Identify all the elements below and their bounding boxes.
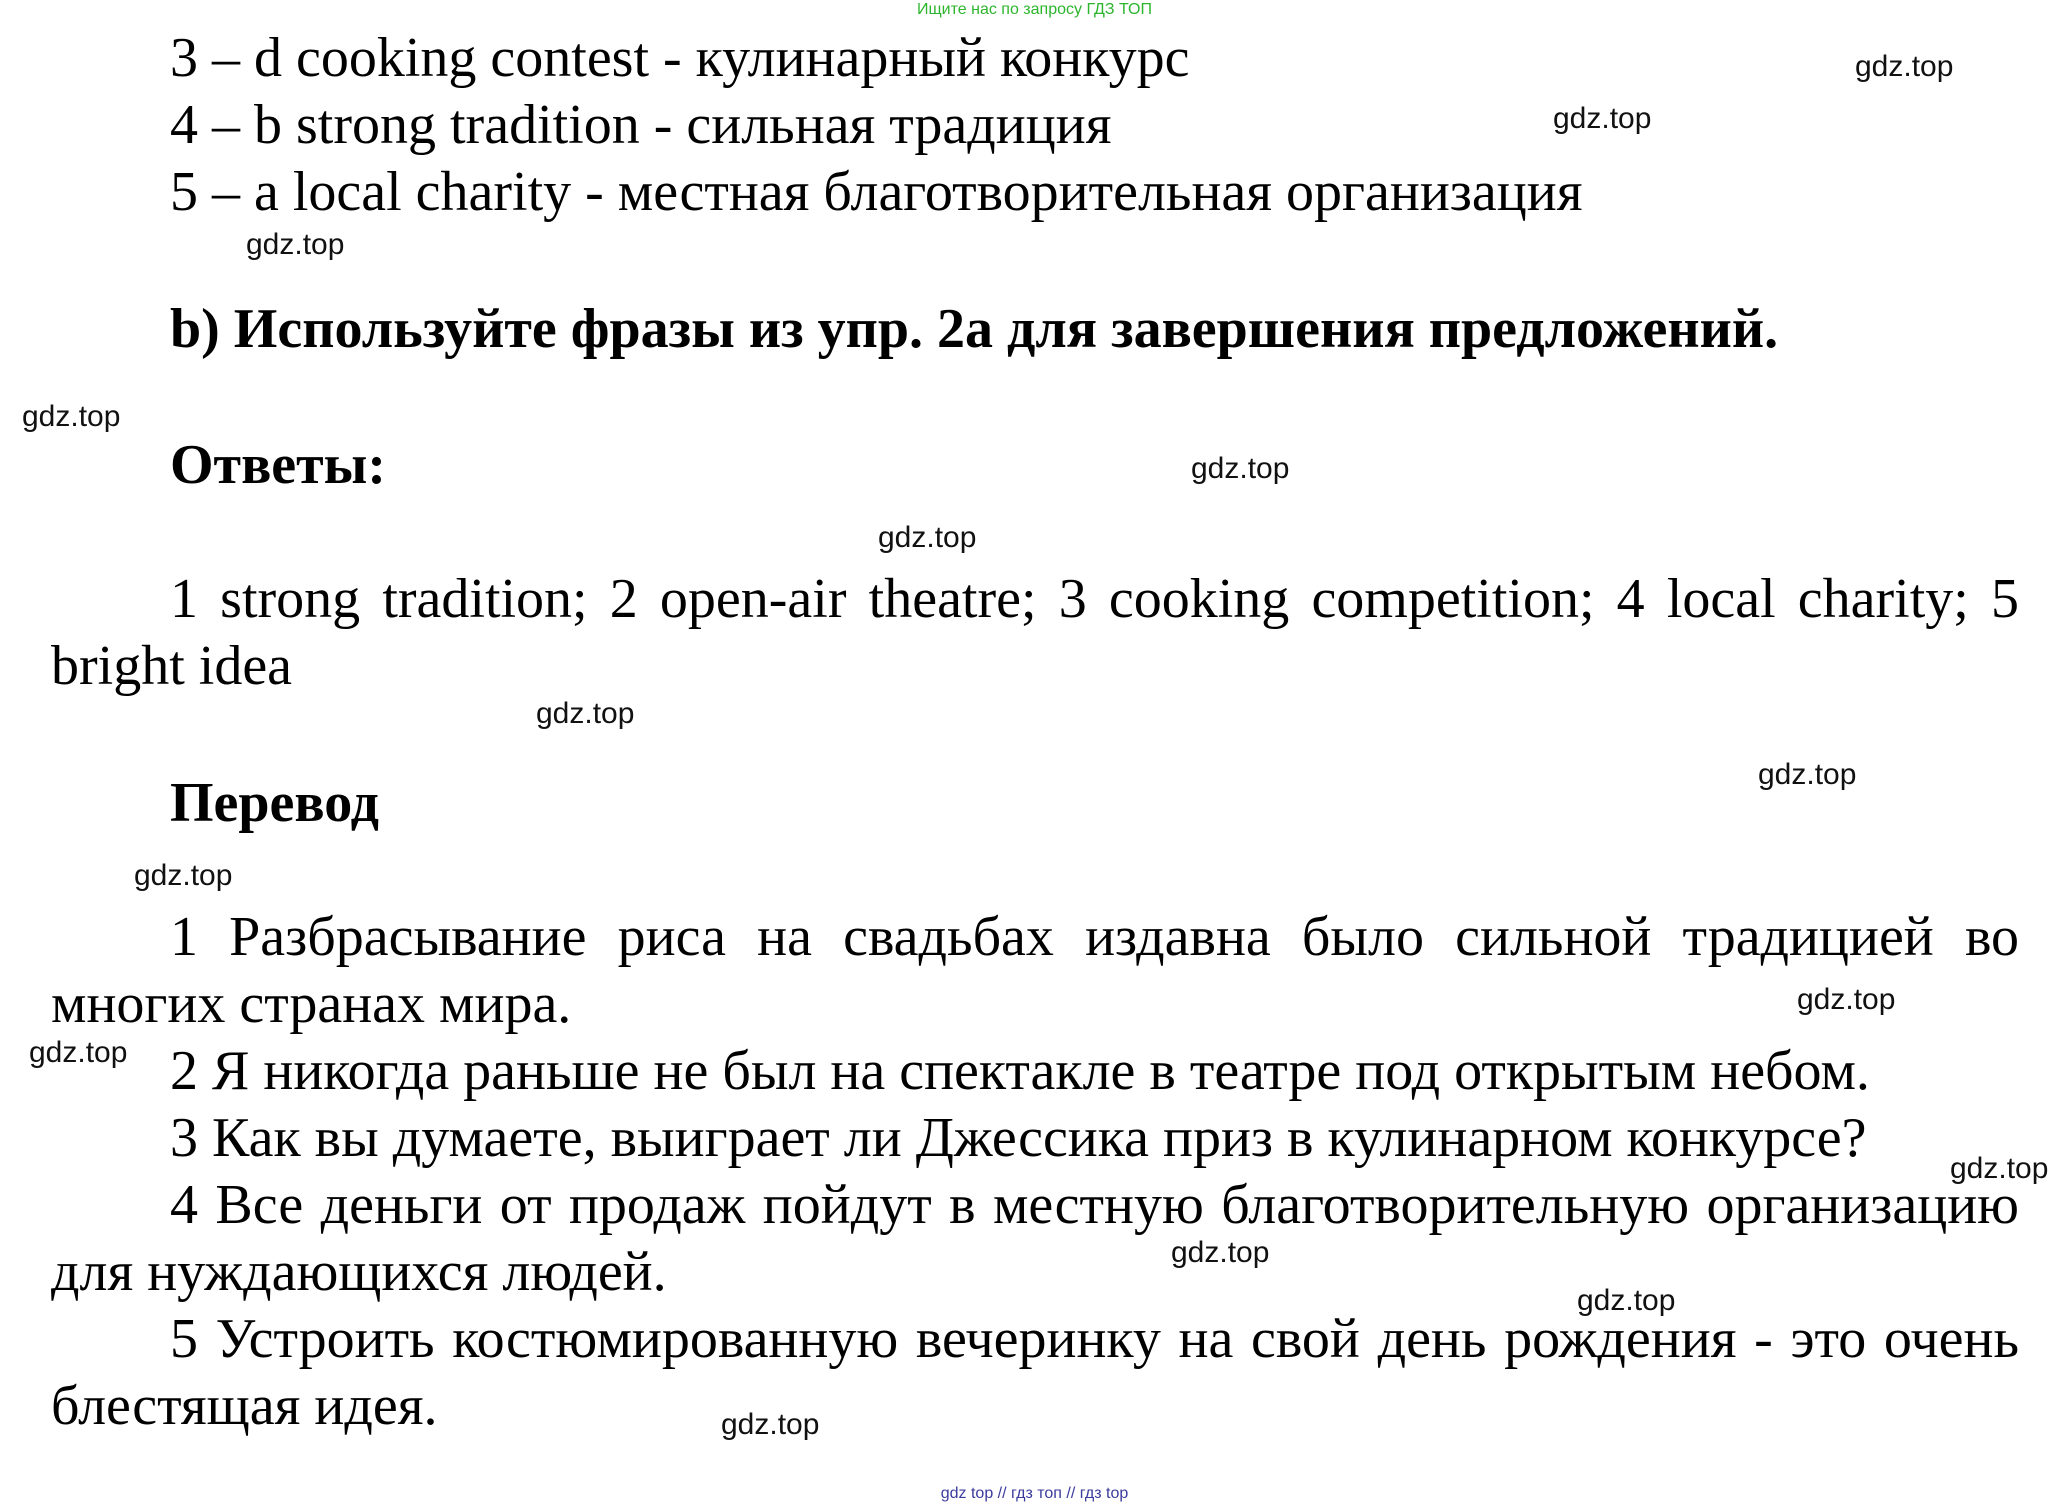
footer-separator: //: [997, 1485, 1007, 1502]
watermark: gdz.top: [29, 1036, 128, 1069]
watermark: gdz.top: [246, 228, 345, 261]
answers-heading: Ответы:: [170, 434, 387, 496]
watermark: gdz.top: [1171, 1236, 1270, 1269]
translation-item-2: 2 Я никогда раньше не был на спектакле в театре под открытым небом.: [170, 1040, 1870, 1102]
watermark: gdz.top: [1553, 102, 1652, 135]
vocab-line-5: 5 – a local charity - местная благотворительная организация: [170, 161, 1583, 223]
top-banner[interactable]: Ищите нас по запросу ГДЗ ТОП: [917, 1, 1152, 18]
translation-item-4: 4 Все деньги от продаж пойдут в местную благотворительную организацию для нуждающихся людей.: [51, 1174, 2019, 1303]
translation-heading: Перевод: [170, 772, 379, 834]
watermark: gdz.top: [1191, 452, 1290, 485]
vocab-line-4: 4 – b strong tradition - сильная традиция: [170, 94, 1112, 156]
translation-item-1: 1 Разбрасывание риса на свадьбах издавна было сильной традицией во многих странах мира.: [51, 906, 2019, 1035]
watermark: gdz.top: [1855, 50, 1954, 83]
footer-links: [0, 1484, 2069, 1504]
watermark: gdz.top: [1758, 758, 1857, 791]
footer-link-gdz-top[interactable]: gdz top: [940, 1485, 994, 1502]
watermark: gdz.top: [1950, 1152, 2049, 1185]
task-heading: b) Используйте фразы из упр. 2a для завершения предложений.: [170, 298, 1779, 360]
watermark: gdz.top: [878, 521, 977, 554]
answers-text: 1 strong tradition; 2 open-air theatre; 3 cooking competition; 4 local charity; 5 bright idea: [51, 568, 2019, 697]
watermark: gdz.top: [1577, 1284, 1676, 1317]
translation-item-3: 3 Как вы думаете, выиграет ли Джессика приз в кулинарном конкурсе?: [170, 1107, 1867, 1169]
footer-link-gdz-top-mixed[interactable]: гдз top: [1079, 1485, 1129, 1502]
watermark: gdz.top: [536, 697, 635, 730]
watermark: gdz.top: [721, 1408, 820, 1441]
translation-item-5: 5 Устроить костюмированную вечеринку на свой день рождения - это очень блестящая идея.: [51, 1308, 2019, 1437]
watermark: gdz.top: [1797, 983, 1896, 1016]
footer-separator: //: [1066, 1485, 1076, 1502]
footer-link-gdz-top-ru[interactable]: гдз топ: [1011, 1485, 1062, 1502]
watermark: gdz.top: [134, 859, 233, 892]
vocab-line-3: 3 – d cooking contest - кулинарный конкурс: [170, 27, 1190, 89]
watermark: gdz.top: [22, 400, 121, 433]
